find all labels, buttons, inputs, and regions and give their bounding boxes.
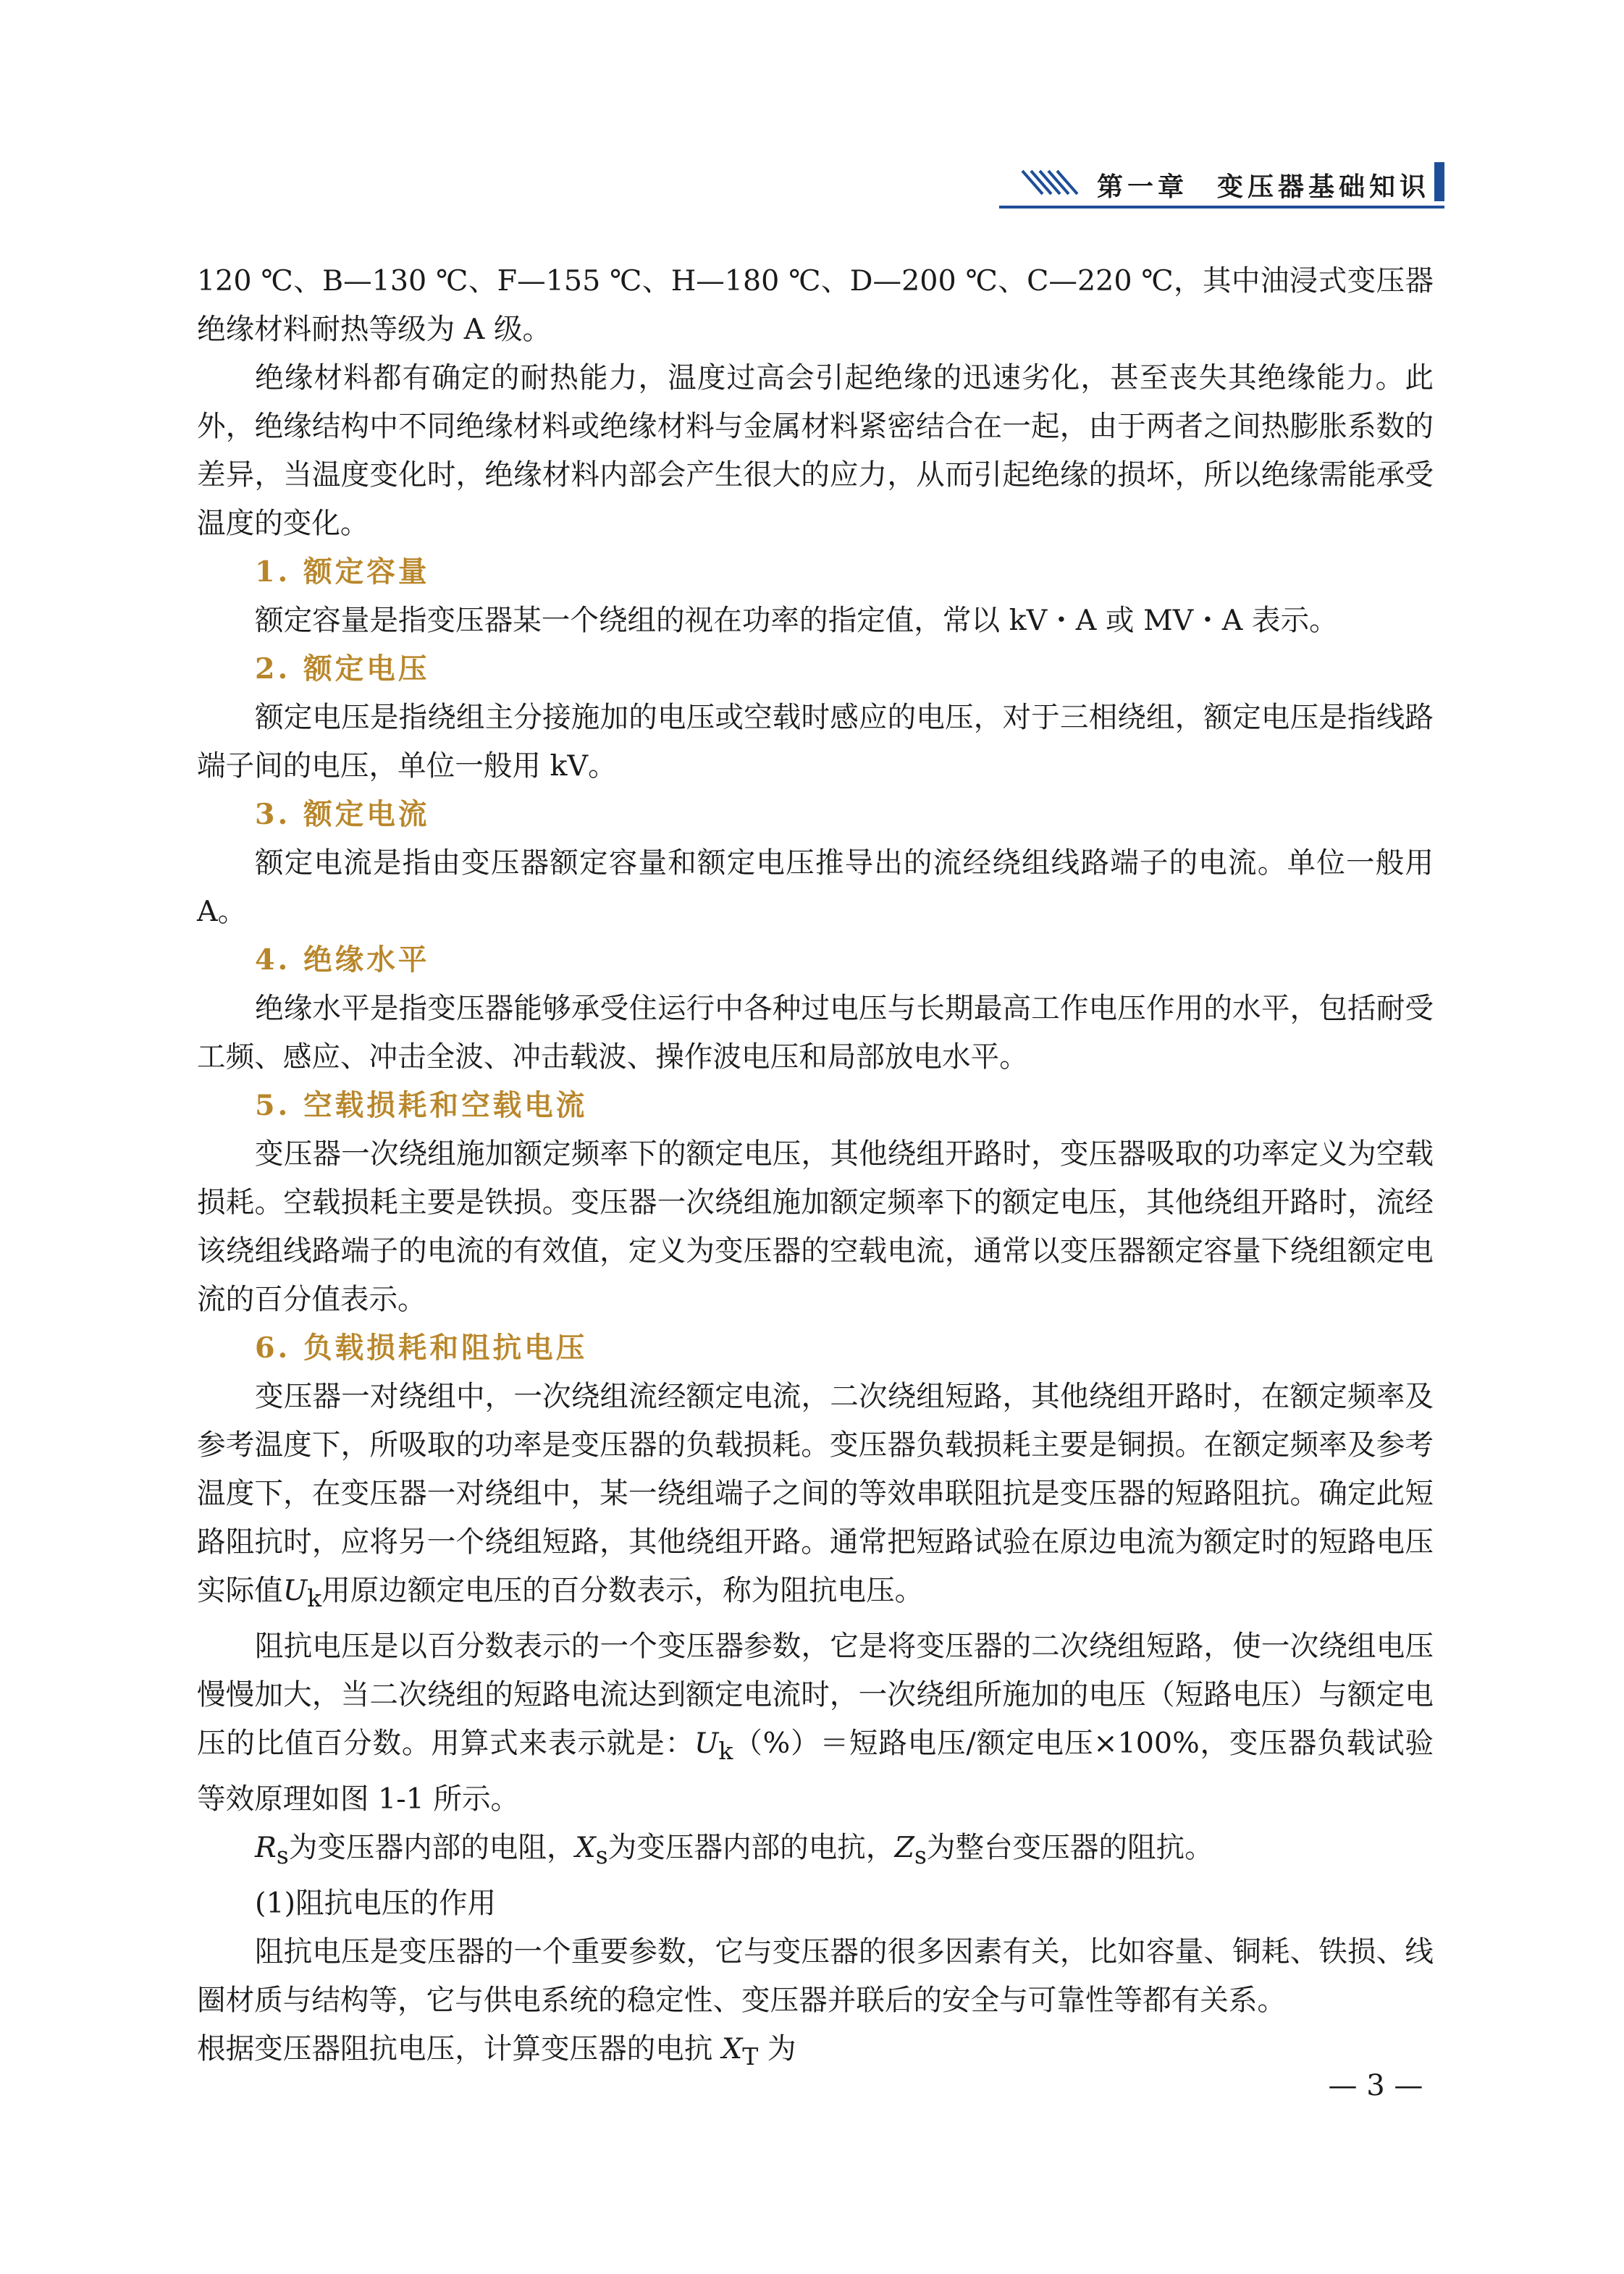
math-var: X (722, 2031, 743, 2065)
paragraph (197, 2025, 1434, 2081)
math-sub: s (595, 1840, 608, 1869)
paragraph-text: 根据变压器阻抗电压，计算变压器的电抗 (197, 2031, 713, 2065)
math-sub: s (914, 1840, 927, 1869)
math-var: U (694, 1726, 719, 1760)
math-var: U (282, 1574, 308, 1607)
paragraph: 阻抗电压是变压器的一个重要参数，它与变压器的很多因素有关，比如容量、铜耗、铁损、线圈材质与结构等，它与供电系统的稳定性、变压器并联后的安全与可靠性等都有关系。 (197, 1934, 1434, 2017)
math-var: Z (894, 1830, 914, 1864)
paragraph-text: 变压器一对绕组中，一次绕组流经额定电流，二次绕组短路，其他绕组开路时，在额定频率及参考温度下，所吸取的功率是变压器的负载损耗。变压器负载损耗主要是铜损。在额定频率及参考温度下，在变压器一对绕组中，某一绕组端子之间的等效串联阻抗是变压器的短路阻抗。确定此短路阻抗时，应将另一个绕组短路，其他绕组开路。通常把短路试验在原边电流为额定时的短路电压实际值 (197, 1380, 1434, 1607)
paragraph: 变压器一次绕组施加额定频率下的额定电压，其他绕组开路时，变压器吸取的功率定义为空载损耗。空载损耗主要是铁损。变压器一次绕组施加额定频率下的额定电压，其他绕组开路时，流经该绕组线路端子的电流的有效值，定义为变压器的空载电流，通常以变压器额定容量下绕组额定电流的百分值表示。 (197, 1137, 1434, 1316)
chapter-label: 第一章 (1097, 172, 1189, 202)
paragraph: 绝缘水平是指变压器能够承受住运行中各种过电压与长期最高工作电压作用的水平，包括耐受工频、感应、冲击全波、冲击载波、操作波电压和局部放电水平。 (197, 992, 1434, 1074)
section-heading: 5. 空载损耗和空载电流 (255, 1089, 588, 1122)
math-sub: s (276, 1840, 289, 1869)
paragraph-text: 为整台变压器的阻抗。 (926, 1830, 1213, 1864)
subsection-heading: (1)阻抗电压的作用 (255, 1886, 497, 1920)
paragraph-text: 用原边额定电压的百分数表示，称为阻抗电压。 (321, 1574, 924, 1607)
math-sub: k (307, 1583, 322, 1612)
math-sub: k (718, 1736, 733, 1765)
paragraph: 额定容量是指变压器某一个绕组的视在功率的指定值，常以 kV・A 或 MV・A 表示。 (255, 604, 1338, 637)
paragraph (197, 1824, 1434, 1879)
paragraph: 绝缘材料都有确定的耐热能力，温度过高会引起绝缘的迅速劣化，甚至丧失其绝缘能力。此外，绝缘结构中不同绝缘材料或绝缘材料与金属材料紧密结合在一起，由于两者之间热膨胀系数的差异，当温度变化时，绝缘材料内部会产生很大的应力，从而引起绝缘的损坏，所以绝缘需能承受温度的变化。 (197, 361, 1434, 540)
header-rule (999, 206, 1444, 209)
chapter-heading (1097, 167, 1430, 203)
paragraph-text: 为变压器内部的电阻， (288, 1830, 576, 1864)
math-sub: T (742, 2042, 759, 2071)
paragraph-text: 为 (767, 2031, 796, 2065)
paragraph: 120 ℃、B—130 ℃、F—155 ℃、H—180 ℃、D—200 ℃、C—220 ℃，其中油浸式变压器绝缘材料耐热等级为 A 级。 (197, 264, 1434, 346)
paragraph (197, 1622, 1434, 1824)
running-header (999, 161, 1444, 209)
header-accent-bar (1434, 162, 1444, 201)
section-heading: 6. 负载损耗和阻抗电压 (255, 1331, 588, 1365)
section-heading: 1. 额定容量 (255, 555, 430, 589)
chapter-title: 变压器基础知识 (1217, 172, 1431, 202)
paragraph-text: （%）＝短路电压/额定电压×100%，变压器负载试验等效原理如图 1-1 所示。 (197, 1726, 1434, 1816)
math-var: X (575, 1830, 596, 1864)
paragraph (197, 1373, 1434, 1622)
paragraph-text: 为变压器内部的电抗， (607, 1830, 895, 1864)
decorative-stripes-icon (1021, 168, 1086, 197)
paragraph: 额定电压是指绕组主分接施加的电压或空载时感应的电压，对于三相绕组，额定电压是指线路端子间的电压，单位一般用 kV。 (197, 701, 1434, 783)
math-var: R (255, 1830, 277, 1864)
section-heading: 4. 绝缘水平 (255, 943, 430, 977)
paragraph: 额定电流是指由变压器额定容量和额定电压推导出的流经绕组线路端子的电流。单位一般用 A。 (197, 846, 1434, 928)
section-heading: 3. 额定电流 (255, 798, 430, 831)
page-number: — 3 — (1328, 2069, 1423, 2102)
section-heading: 2. 额定电压 (255, 652, 430, 686)
page-body (197, 257, 1434, 2081)
paragraph-text: 阻抗电压是以百分数表示的一个变压器参数，它是将变压器的二次绕组短路，使一次绕组电压慢慢加大，当二次绕组的短路电流达到额定电流时，一次绕组所施加的电压（短路电压）与额定电压的比值百分数。用算式来表示就是： (197, 1629, 1434, 1760)
